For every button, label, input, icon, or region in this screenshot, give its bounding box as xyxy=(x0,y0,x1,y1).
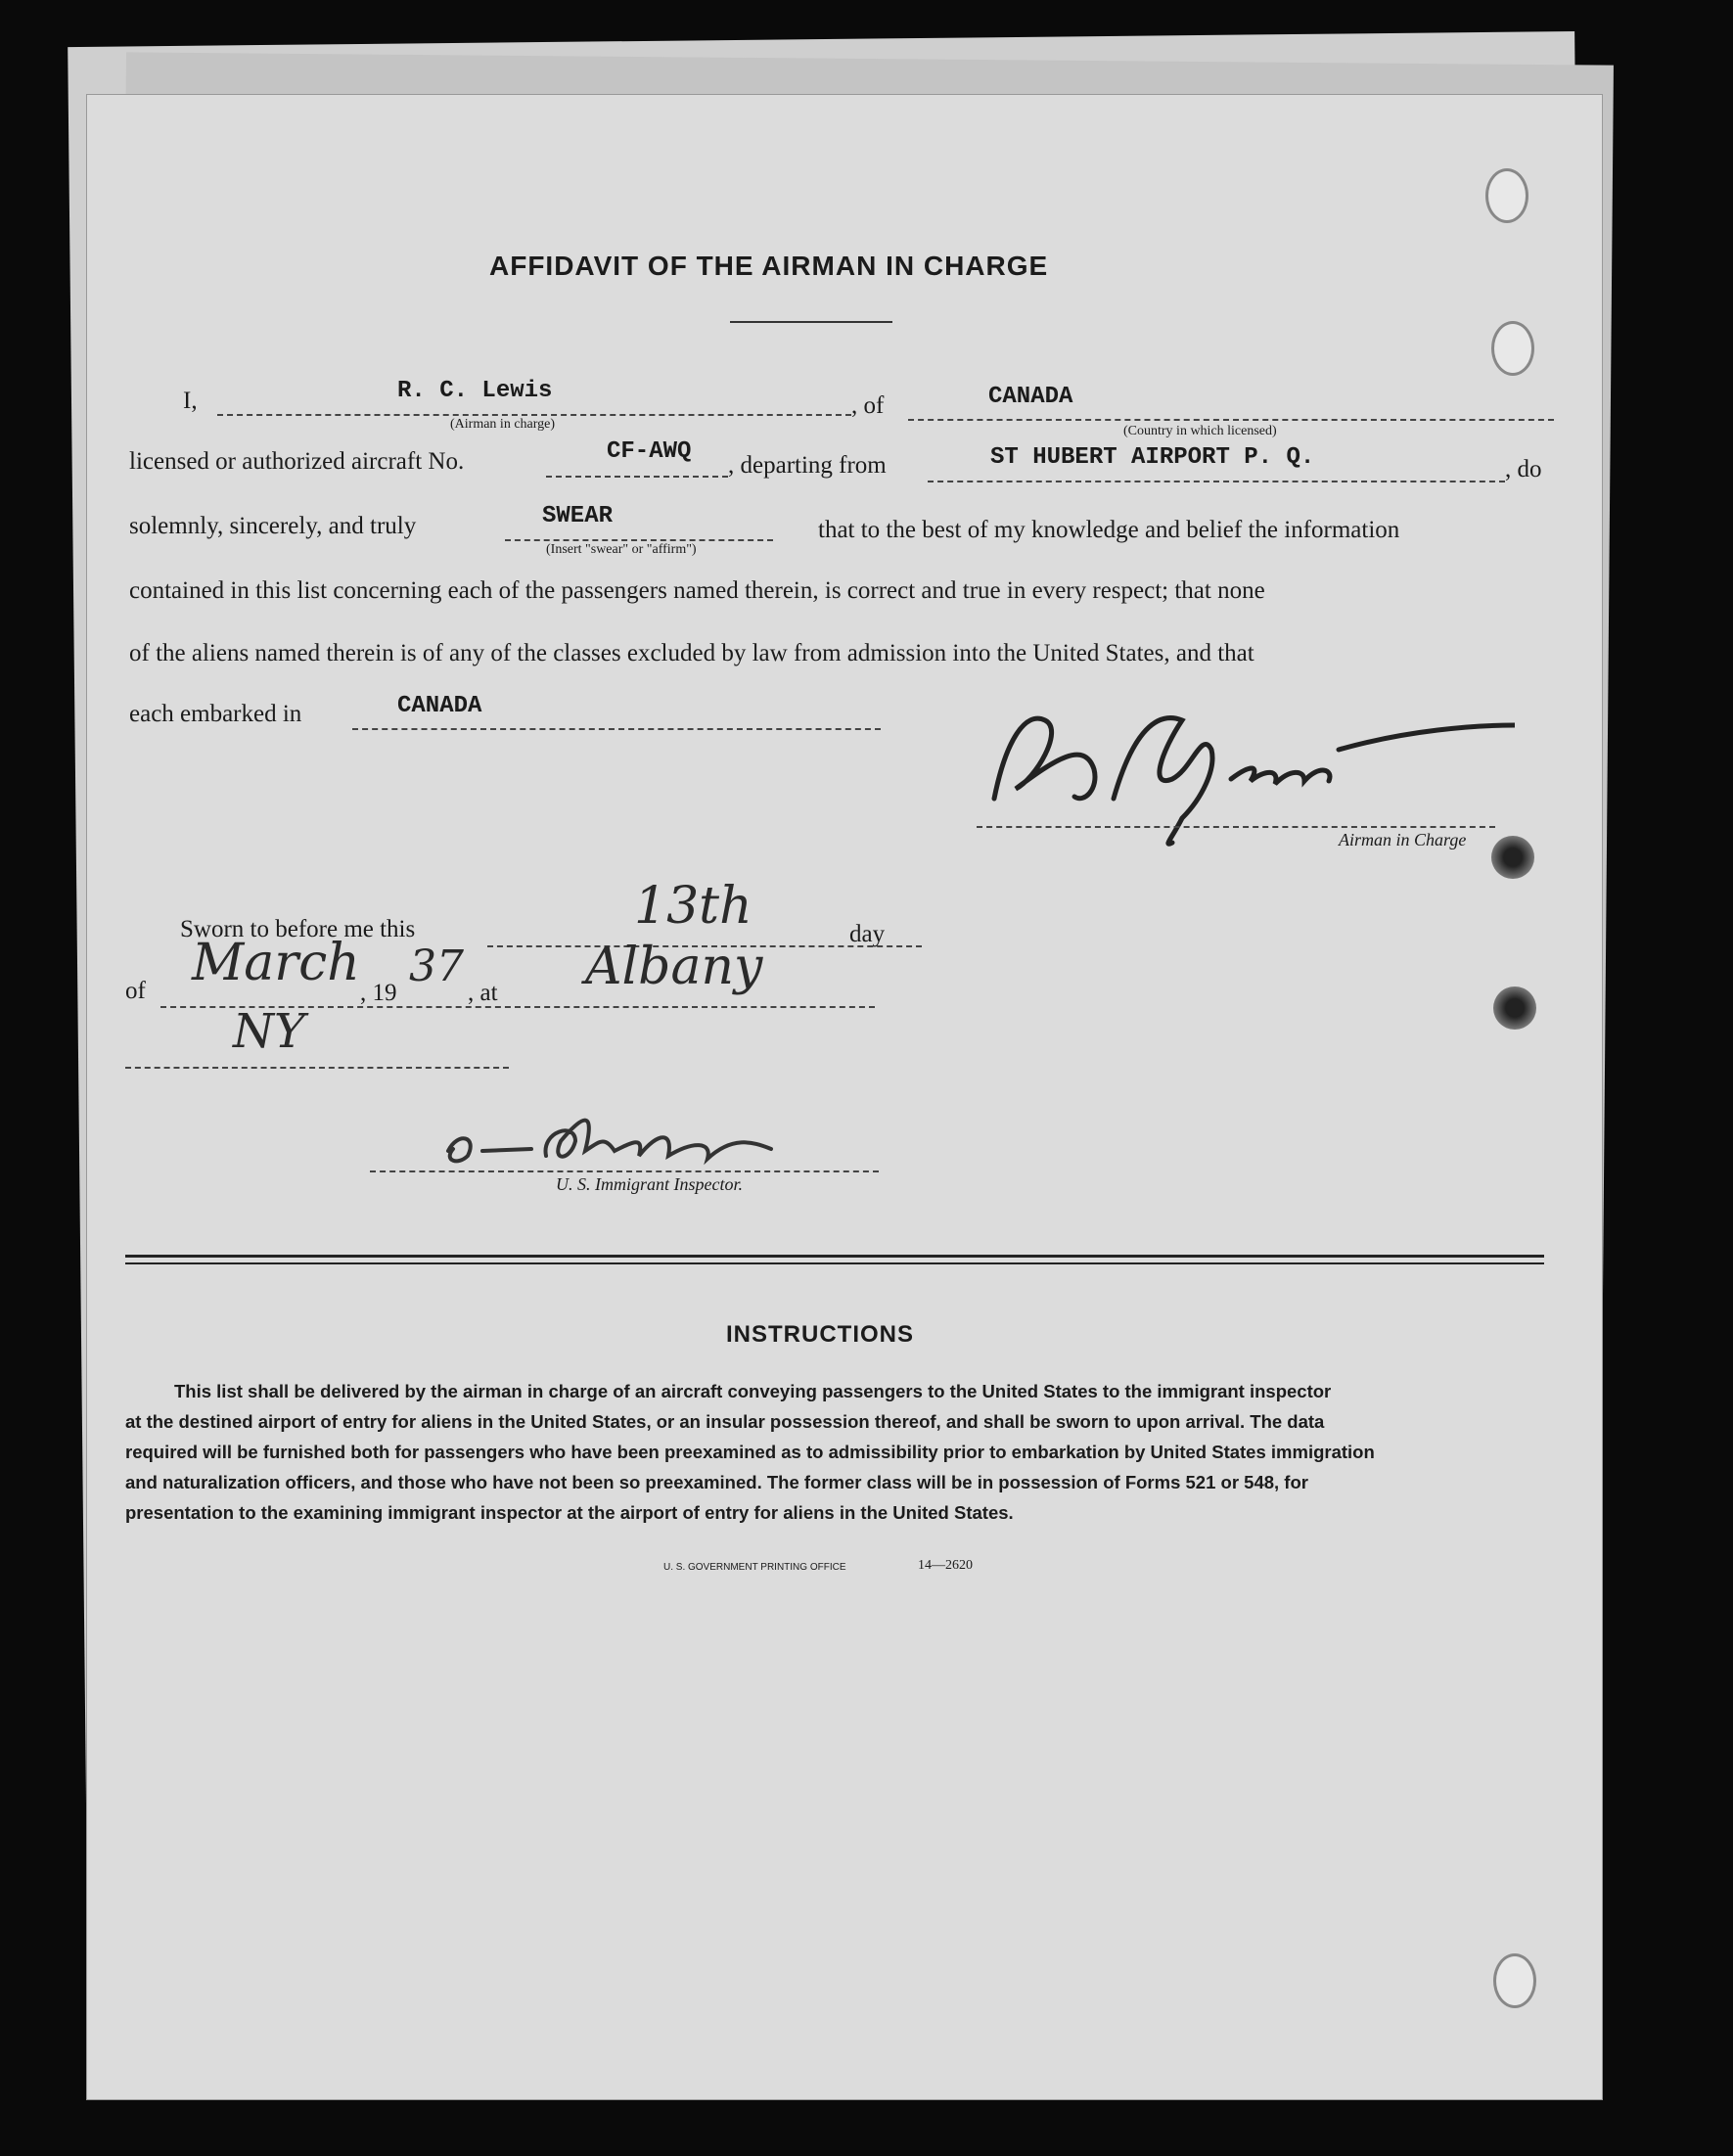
i-label: I, xyxy=(183,388,198,414)
oath-value: SWEAR xyxy=(542,503,614,529)
country-value: CANADA xyxy=(988,384,1073,410)
do-label: , do xyxy=(1505,456,1542,482)
airman-signature-line xyxy=(977,826,1495,828)
separator-bottom xyxy=(125,1262,1544,1264)
airman-caption: (Airman in charge) xyxy=(450,417,556,432)
departure-value: ST HUBERT AIRPORT P. Q. xyxy=(990,444,1315,471)
binder-hole xyxy=(1485,168,1528,223)
instruction-line: presentation to the examining immigrant inspector at the airport of entry for aliens in the United States. xyxy=(125,1502,1014,1523)
instruction-line: required will be furnished both for passengers who have been preexamined as to admissibility prior to embarkation by United States immigration xyxy=(125,1442,1375,1462)
embarked-label: each embarked in xyxy=(129,701,302,727)
oath-caption: (Insert "swear" or "affirm") xyxy=(546,542,697,557)
departure-line xyxy=(928,481,1505,482)
aircraft-no-value: CF-AWQ xyxy=(607,438,692,465)
instructions-heading: INSTRUCTIONS xyxy=(726,1321,914,1348)
binder-hole xyxy=(1491,321,1534,376)
sworn-year-suffix: 37 xyxy=(409,941,464,991)
affidavit-title: AFFIDAVIT OF THE AIRMAN IN CHARGE xyxy=(489,251,1049,281)
sworn-place: Albany xyxy=(585,938,763,996)
punch-hole xyxy=(1493,986,1536,1030)
embarked-line xyxy=(352,728,881,730)
embarked-value: CANADA xyxy=(397,693,482,719)
aircraft-no-line xyxy=(546,476,728,478)
inspector-caption: U. S. Immigrant Inspector. xyxy=(556,1174,743,1194)
footer-printer: U. S. GOVERNMENT PRINTING OFFICE xyxy=(663,1562,846,1573)
country-caption: (Country in which licensed) xyxy=(1123,424,1277,438)
sworn-prefix: Sworn to before me this xyxy=(180,916,416,942)
line3-prefix: solemnly, sincerely, and truly xyxy=(129,513,417,539)
instructions-body xyxy=(125,1376,1554,1528)
affidavit-page xyxy=(86,94,1603,2100)
airman-signature-caption: Airman in Charge xyxy=(1339,830,1467,849)
line3-suffix: that to the best of my knowledge and belief the information xyxy=(818,517,1400,543)
airman-name-line xyxy=(217,414,851,416)
country-line xyxy=(908,419,1554,421)
footer-form-no: 14—2620 xyxy=(918,1558,973,1573)
of-label: , of xyxy=(851,392,885,419)
sworn-day-value: 13th xyxy=(634,877,752,936)
sworn-state: NY xyxy=(233,1004,305,1059)
sworn-extra-line xyxy=(125,1067,509,1069)
instruction-line: This list shall be delivered by the airman in charge of an aircraft conveying passengers to the United States to the immigrant inspector xyxy=(174,1381,1332,1401)
airman-name-value: R. C. Lewis xyxy=(397,378,553,404)
instruction-line: and naturalization officers, and those who have not been so preexamined. The former class will be in possession of Forms 521 or 548, for xyxy=(125,1472,1308,1492)
title-rule xyxy=(730,321,892,323)
sworn-of-label: of xyxy=(125,978,146,1004)
line4: contained in this list concerning each of the passengers named therein, is correct and true in every respect; that none xyxy=(129,577,1265,604)
sworn-month: March xyxy=(192,934,360,992)
oath-line xyxy=(505,539,773,541)
line2-prefix: licensed or authorized aircraft No. xyxy=(129,448,465,475)
sworn-at-label: , at xyxy=(468,980,498,1006)
binder-hole xyxy=(1493,1953,1536,2008)
sworn-year-prefix: , 19 xyxy=(360,980,397,1006)
departing-label: , departing from xyxy=(728,452,887,479)
sworn-day-label: day xyxy=(849,921,886,947)
line5: of the aliens named therein is of any of the classes excluded by law from admission into the United States, and that xyxy=(129,640,1254,666)
separator-top xyxy=(125,1255,1544,1258)
instruction-line: at the destined airport of entry for aliens in the United States, or an insular possession thereof, and shall be sworn to upon arrival. The data xyxy=(125,1411,1325,1432)
inspector-signature-line xyxy=(370,1170,879,1172)
